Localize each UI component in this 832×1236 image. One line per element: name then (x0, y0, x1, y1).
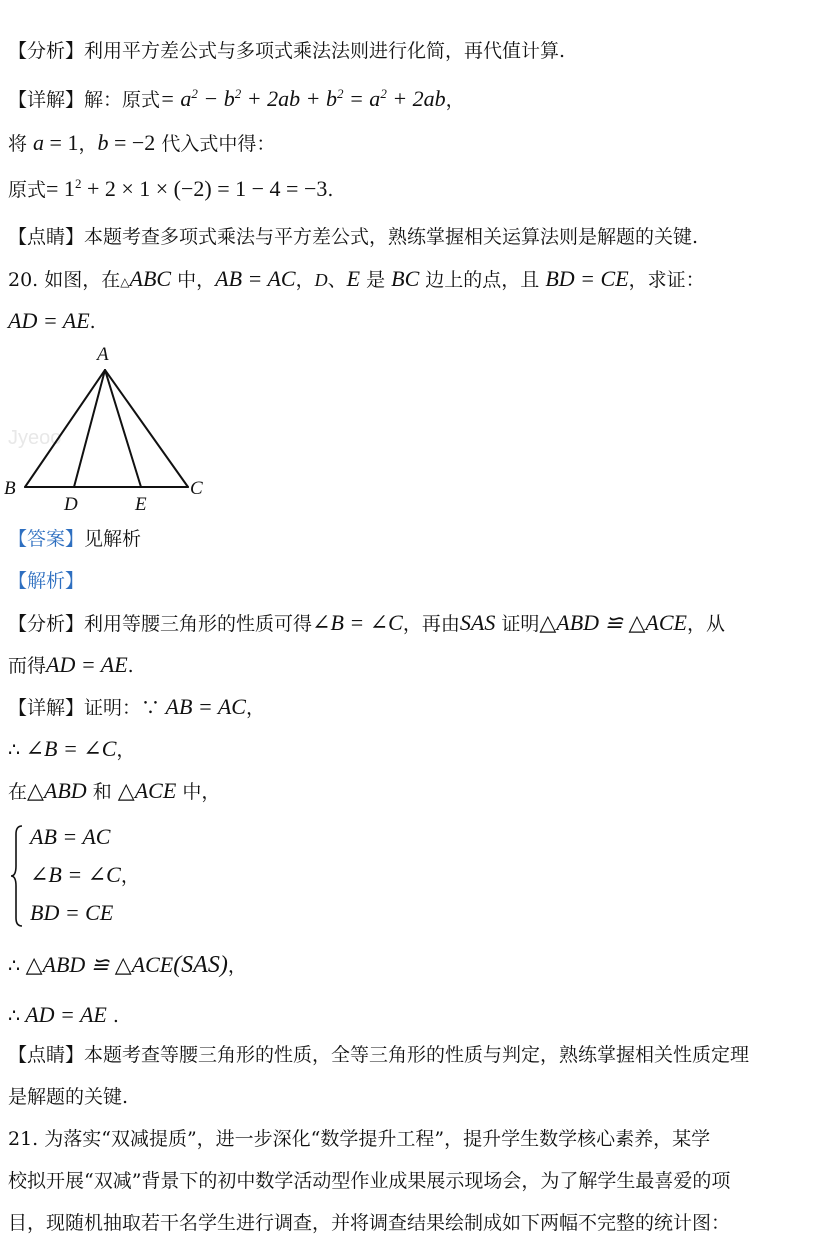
proof-line-4: ∴ △ABD ≌ △ACE(SAS)， (8, 952, 247, 978)
triangle-figure (0, 340, 220, 520)
label-d: D (64, 494, 78, 515)
left-brace-icon (8, 822, 26, 930)
analysis-text: 利用平方差公式与多项式乘法法则进行化简，再代值计算. (84, 40, 566, 62)
question-20-line-1: 20. 如图，在△ABC 中，AB = AC，D、E 是 BC 边上的点，且 BD = CE，求证： (8, 266, 705, 291)
detail-tag: 【详解】 (8, 89, 85, 111)
question-21-line-1: 21. 为落实“双减提质”，进一步深化“数学提升工程”，提升学生数学核心素养，某学 (8, 1128, 711, 1150)
comment-line-2: 【点睛】本题考查等腰三角形的性质，全等三角形的性质与判定，熟练掌握相关性质定理 (8, 1044, 750, 1066)
substitute-line: 将 a = 1，b = −2 代入式中得： (8, 130, 276, 155)
label-a: A (97, 344, 109, 365)
figure-watermark: Jyeoo (8, 427, 62, 449)
condition-system (8, 822, 308, 930)
condition-1: AB = AC (30, 824, 111, 849)
analysis-tag: 【分析】 (8, 40, 85, 62)
label-b: B (4, 478, 16, 499)
label-e: E (135, 494, 147, 515)
segment-ac (105, 370, 188, 487)
evaluation-line: 原式= $1^2 + 2 \times 1 \times (-2) = 1 - 4 = -3$. (8, 176, 334, 201)
analysis-line-1 (8, 38, 822, 64)
detail-line-1: 【详解】解：原式= $a^2 - b^2 + 2ab + b^2 = a^2 + 2ab$， (8, 86, 465, 111)
condition-3: BD = CE (30, 900, 114, 925)
label-c: C (190, 478, 203, 499)
segment-ae (105, 370, 141, 487)
proof-line-3: 在△ABD 和 △ACE 中， (8, 778, 221, 803)
analysis-line-3: 而得AD = AE. (8, 652, 134, 677)
formula-expansion: = $a^2 - b^2 + 2ab + b^2 = a^2 + 2ab$ (160, 86, 446, 111)
answer-text: 见解析 (84, 528, 142, 550)
answer-line (8, 526, 822, 552)
detail-text: 解：原式 (84, 89, 161, 111)
proof-line-2: ∴ ∠B = ∠C， (8, 736, 136, 761)
comment-line-1: 【点睛】本题考查多项式乘法与平方差公式，熟练掌握相关运算法则是解题的关键. (8, 226, 699, 248)
analysis-line-2: 【分析】利用等腰三角形的性质可得∠B = ∠C，再由SAS 证明△ABD ≌ △ACE，从 (8, 610, 725, 635)
proof-line-1: 【详解】证明：∵ AB = AC， (8, 694, 265, 719)
proof-line-5: ∴ AD = AE . (8, 1002, 119, 1027)
question-21-line-3: 目，现随机抽取若干名学生进行调查，并将调查结果绘制成如下两幅不完整的统计图： (8, 1212, 731, 1234)
comment-line-3: 是解题的关键. (8, 1086, 129, 1108)
question-20-line-2: AD = AE. (8, 308, 96, 333)
solution-heading: 【解析】 (8, 570, 85, 592)
evaluation-formula: = $1^2 + 2 \times 1 \times (-2) = 1 - 4 = -3$ (46, 176, 328, 201)
segment-ad (74, 370, 105, 487)
answer-tag: 【答案】 (8, 528, 85, 550)
question-21-line-2: 校拟开展“双减”背景下的初中数学活动型作业成果展示现场会，为了解学生最喜爱的项 (8, 1170, 731, 1192)
condition-2: ∠B = ∠C， (30, 862, 140, 887)
